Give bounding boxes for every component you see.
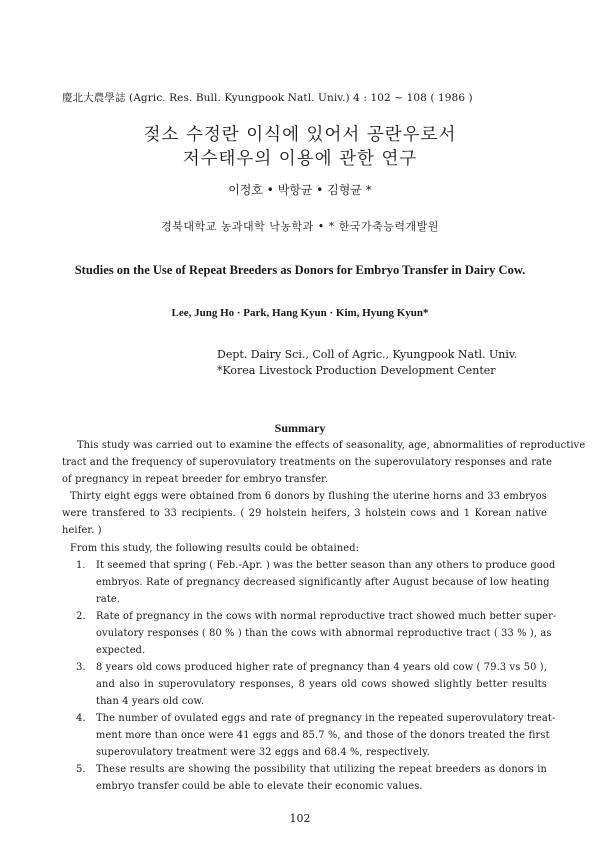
- english-authors: Lee, Jung Ho · Park, Hang Kyun · Kim, Hyung Kyun*: [171, 307, 429, 319]
- summary-p1-line-2: tract and the frequency of superovulatory treatments on the superovulatory responses and rate: [62, 457, 553, 468]
- result-2-number: 2.: [76, 611, 86, 622]
- result-1-line-3: rate.: [96, 594, 121, 605]
- summary-p3-line-1: From this study, the following results could be obtained:: [70, 543, 360, 554]
- summary-p2-line-2: were transfered to 33 recipients. ( 29 holstein heifers, 3 holstein cows and 1 Korean native: [62, 508, 547, 519]
- result-1-line-2: embryos. Rate of pregnancy decreased significantly after August because of low heating: [96, 577, 550, 588]
- result-3-number: 3.: [76, 662, 86, 673]
- result-3-line-1: 8 years old cows produced higher rate of pregnancy than 4 years old cow ( 79.3 vs 50 ),: [96, 662, 547, 673]
- result-4-line-1: The number of ovulated eggs and rate of pregnancy in the repeated superovulatory treat-: [96, 713, 556, 724]
- result-2-line-2: ovulatory responses ( 80 % ) than the cows with abnormal reproductive tract ( 33 % ), as: [96, 628, 552, 639]
- page-number: 102: [289, 812, 311, 825]
- result-5-line-2: embryo transfer could be able to elevate their economic values.: [96, 781, 423, 792]
- english-affiliation-1: Dept. Dairy Sci., Coll of Agric., Kyungpook Natl. Univ.: [217, 348, 518, 361]
- result-5-number: 5.: [76, 764, 86, 775]
- english-title: Studies on the Use of Repeat Breeders as Donors for Embryo Transfer in Dairy Cow.: [74, 263, 526, 277]
- result-3-line-2: and also in superovulatory responses, 8 years old cows showed slightly better results: [96, 679, 547, 690]
- result-4-line-2: ment more than once were 41 eggs and 85.7 %, and those of the donors treated the first: [96, 730, 550, 741]
- summary-p2-line-3: heifer. ): [62, 525, 102, 536]
- english-affiliation-2: *Korea Livestock Production Development Center: [217, 364, 496, 377]
- result-4-line-3: superovulatory treatment were 32 eggs and 68.4 %, respectively.: [96, 747, 430, 758]
- korean-authors: 이정호 • 박항균 • 김형균 *: [228, 183, 372, 197]
- result-4-number: 4.: [76, 713, 86, 724]
- summary-p1-line-1: This study was carried out to examine the effects of seasonality, age, abnormalities of reproductive: [77, 440, 586, 451]
- korean-title-line-2: 저수태우의 이용에 관한 연구: [182, 149, 418, 169]
- summary-p2-line-1: Thirty eight eggs were obtained from 6 donors by flushing the uterine horns and 33 embryos: [70, 491, 547, 502]
- result-3-line-3: than 4 years old cow.: [96, 696, 205, 707]
- korean-title-line-1: 젖소 수정란 이식에 있어서 공란우로서: [143, 125, 457, 145]
- korean-affiliation: 경북대학교 농과대학 낙농학과 • * 한국가축능력개발원: [161, 220, 439, 233]
- summary-p1-line-3: of pregnancy in repeat breeder for embryo transfer.: [62, 474, 329, 485]
- result-2-line-1: Rate of pregnancy in the cows with normal reproductive tract showed much better super-: [96, 611, 557, 622]
- result-1-number: 1.: [76, 560, 86, 571]
- result-2-line-3: expected.: [96, 645, 146, 656]
- result-5-line-1: These results are showing the possibility that utilizing the repeat breeders as donors in: [96, 764, 547, 775]
- journal-reference: 慶北大農學誌 (Agric. Res. Bull. Kyungpook Natl. Univ.) 4 : 102 ~ 108 ( 1986 ): [62, 92, 473, 104]
- result-1-line-1: It seemed that spring ( Feb.-Apr. ) was the better season than any others to produce good: [96, 560, 556, 571]
- summary-heading: Summary: [274, 421, 326, 435]
